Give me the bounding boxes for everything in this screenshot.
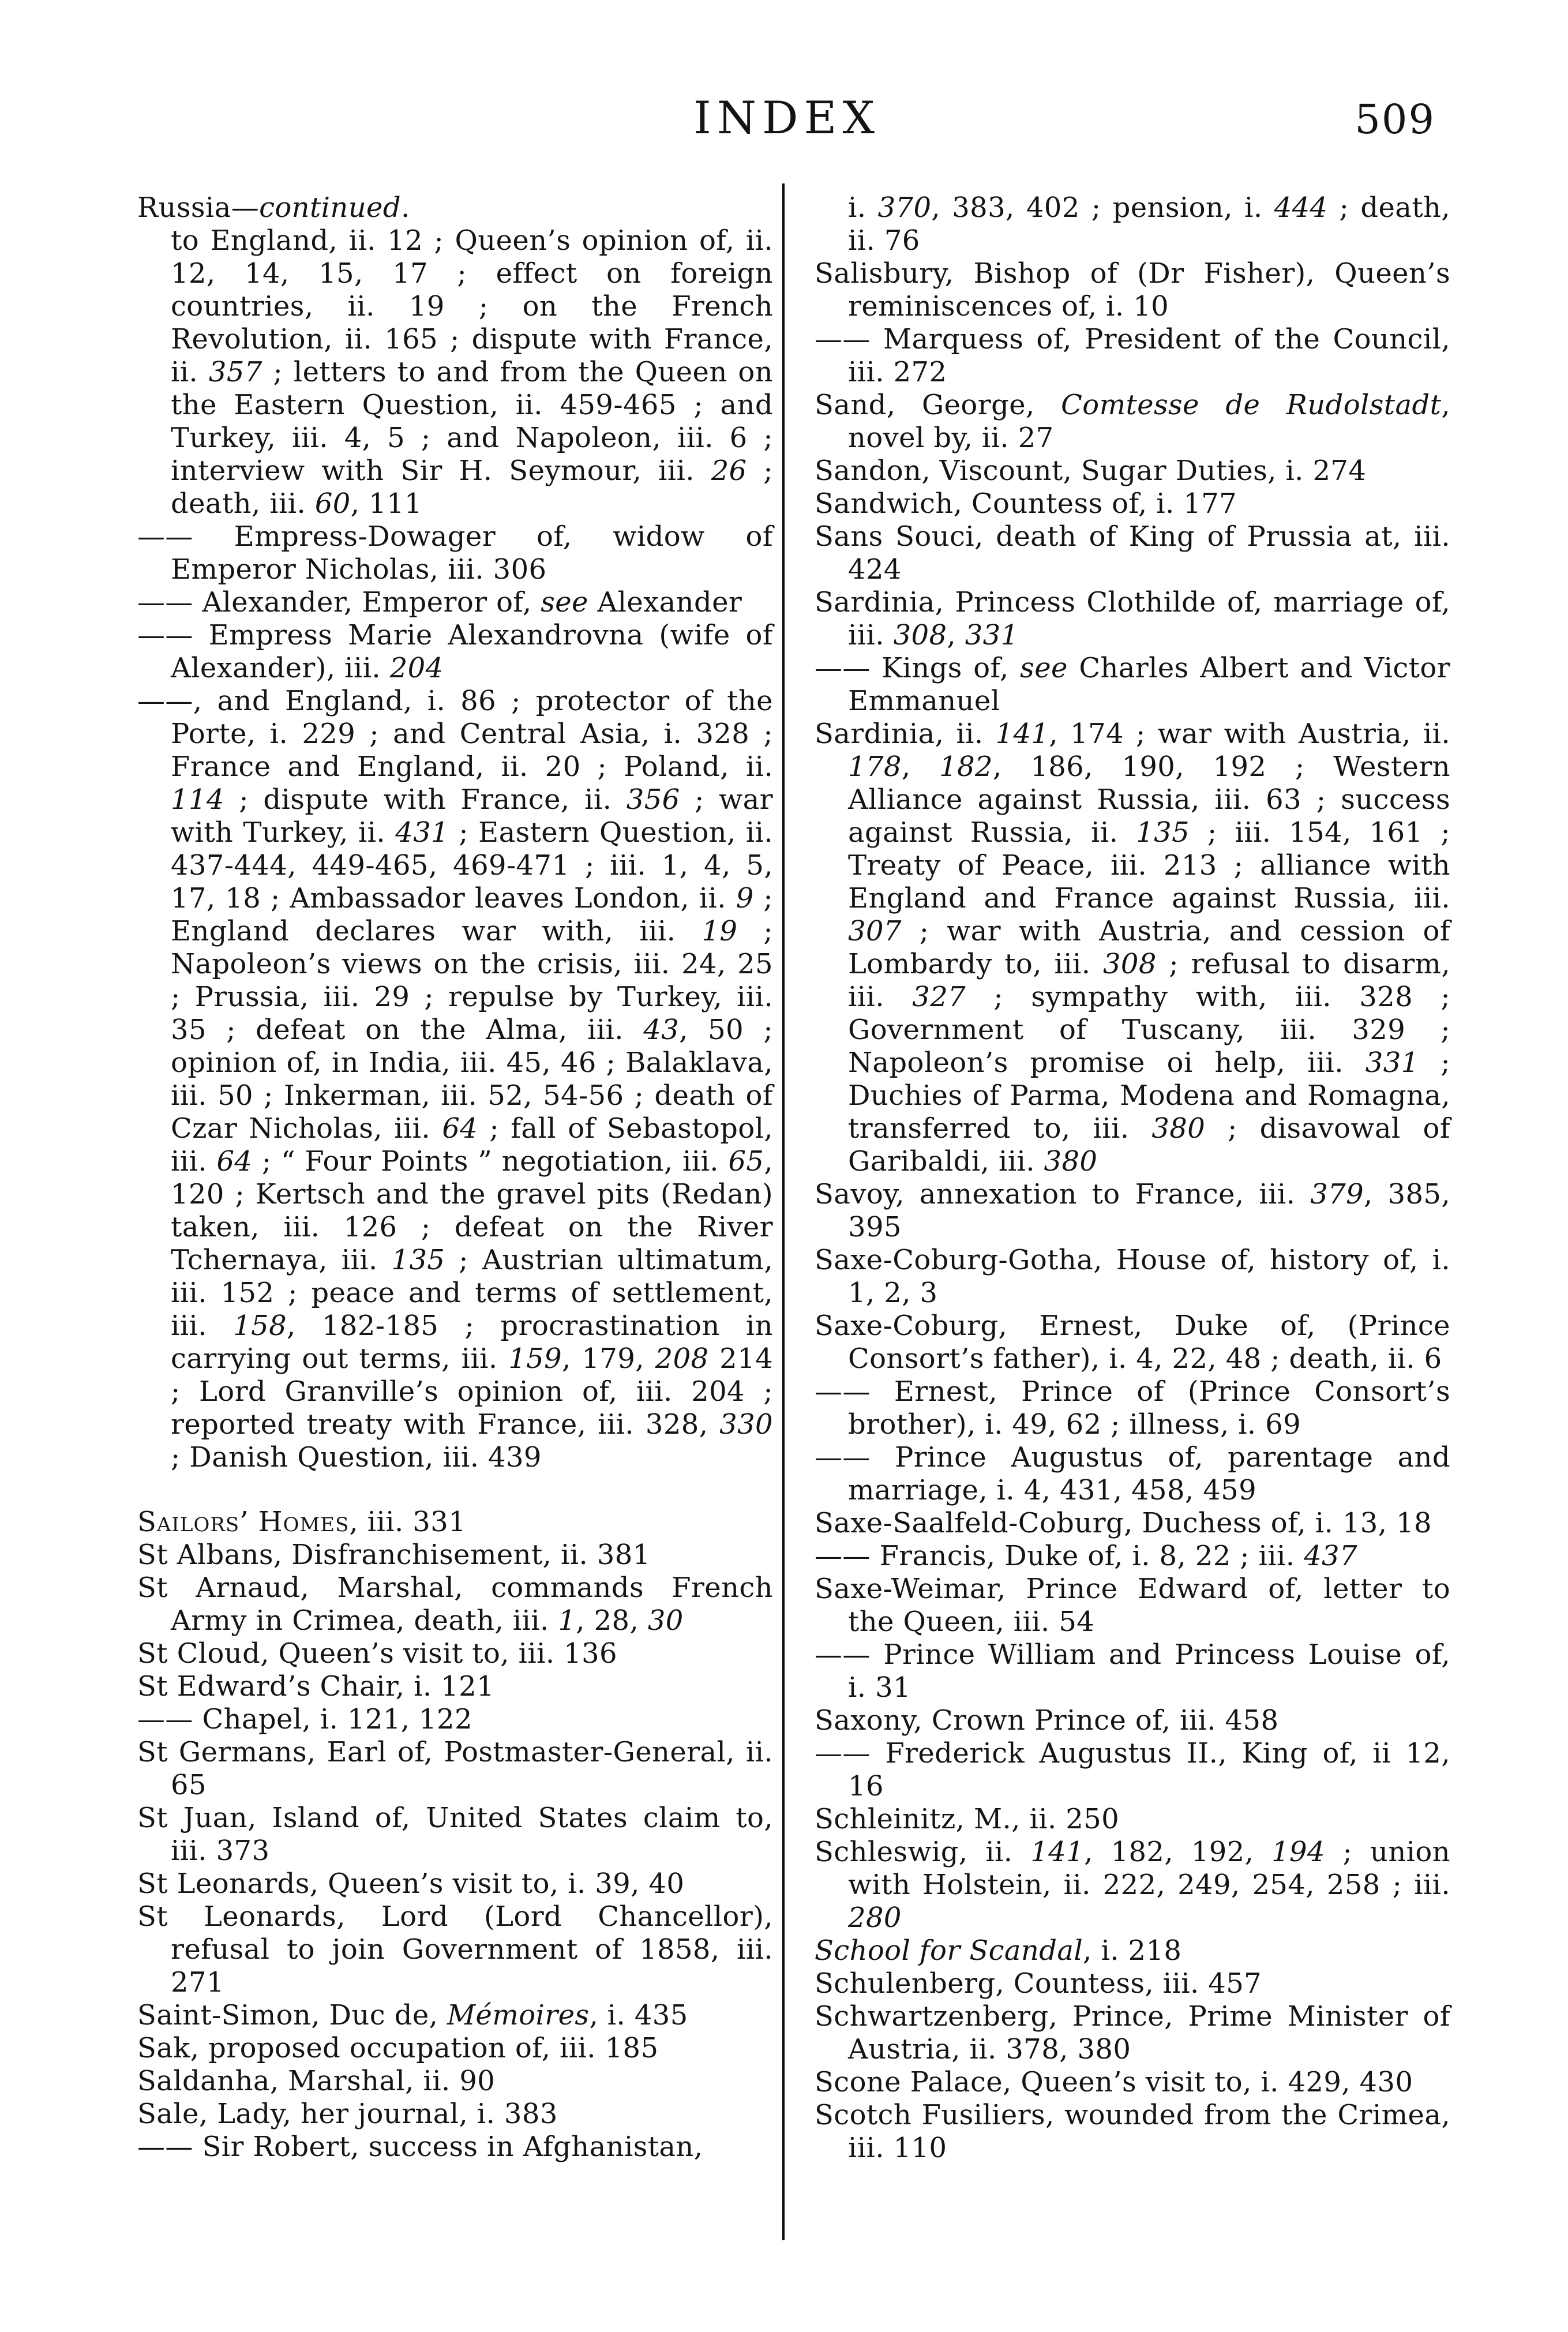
index-entry: —— Empress Marie Alexandrovna (wife of Alexander), iii. 204	[137, 619, 773, 684]
index-entry: St Juan, Island of, United States claim to, iii. 373	[137, 1802, 773, 1867]
index-entry: St Leonards, Queen’s visit to, i. 39, 40	[137, 1868, 685, 1900]
index-entry: —— Ernest, Prince of (Prince Consort’s brother), i. 49, 62 ; illness, i. 69	[815, 1375, 1450, 1441]
index-entry: —— Alexander, Emperor of, see Alexander	[137, 586, 742, 618]
index-entry: Saxe-Coburg-Gotha, House of, history of, i. 1, 2, 3	[815, 1244, 1450, 1309]
index-entry: St Leonards, Lord (Lord Chancellor), refusal to join Government of 1858, iii. 271	[137, 1900, 773, 1999]
index-entry: Sak, proposed occupation of, iii. 185	[137, 2032, 659, 2064]
index-entry: Saxe-Coburg, Ernest, Duke of, (Prince Consort’s father), i. 4, 22, 48 ; death, ii. 6	[815, 1310, 1450, 1375]
index-entry: St Cloud, Queen’s visit to, iii. 136	[137, 1637, 617, 1670]
index-entry: Schwartzenberg, Prince, Prime Minister of Austria, ii. 378, 380	[815, 2000, 1450, 2065]
index-entry: —— Kings of, see Charles Albert and Victor Emmanuel	[815, 652, 1451, 717]
column-divider-rule	[782, 183, 785, 2240]
index-entry: Sandwich, Countess of, i. 177	[815, 488, 1237, 520]
index-entry: Schleswig, ii. 141, 182, 192, 194 ; union with Holstein, ii. 222, 249, 254, 258 ; iii. 280	[815, 1836, 1450, 1934]
index-entry: St Albans, Disfranchisement, ii. 381	[137, 1539, 651, 1571]
index-entry: Saxe-Weimar, Prince Edward of, letter to the Queen, iii. 54	[815, 1573, 1450, 1638]
index-entry: Sardinia, Princess Clothilde of, marriage of, iii. 308, 331	[815, 586, 1450, 651]
index-entry: St Arnaud, Marshal, commands French Army in Crimea, death, iii. 1, 28, 30	[137, 1572, 773, 1637]
index-entry: Schleinitz, M., ii. 250	[815, 1803, 1120, 1835]
index-entry: Savoy, annexation to France, iii. 379, 385, 395	[815, 1178, 1450, 1243]
index-entry: Saldanha, Marshal, ii. 90	[137, 2065, 496, 2097]
index-entry: Sailors’ Homes, iii. 331	[137, 1506, 467, 1538]
index-entry: —— Chapel, i. 121, 122	[137, 1703, 472, 1735]
index-entry: St Germans, Earl of, Postmaster-General, ii. 65	[137, 1736, 773, 1801]
index-entry: School for Scandal, i. 218	[815, 1934, 1182, 1967]
index-entry: Sandon, Viscount, Sugar Duties, i. 274	[815, 455, 1367, 487]
index-entry: Sardinia, ii. 141, 174 ; war with Austria, ii. 178, 182, 186, 190, 192 ; Western Alliance against Russia, iii. 63 ; success against Russia, ii. 135 ; iii. 154, 161 ; Treaty of Peace, iii. 213 ; alliance with England and France against Russia, iii. 307 ; war with Austria, and cession of Lombardy to, iii. 308 ; refusal to disarm, iii. 327 ; sympathy with, iii. 328 ; Government of Tuscany, iii. 329 ; Napoleon’s promise oi help, iii. 331 ; Duchies of Parma, Modena and Romagna, transferred to, iii. 380 ; disavowal of Garibaldi, iii. 380	[815, 718, 1450, 1178]
index-entry: Sans Souci, death of King of Prussia at, iii. 424	[815, 520, 1450, 586]
index-entry: Sand, George, Comtesse de Rudolstadt, novel by, ii. 27	[815, 389, 1450, 454]
index-entry: Scone Palace, Queen’s visit to, i. 429, 430	[815, 2066, 1413, 2098]
index-entry: —— Prince Augustus of, parentage and marriage, i. 4, 431, 458, 459	[815, 1441, 1450, 1506]
index-entry: —— Sir Robert, success in Afghanistan,	[137, 2131, 703, 2163]
page-title: INDEX	[693, 92, 881, 144]
index-entry: St Edward’s Chair, i. 121	[137, 1670, 494, 1703]
index-entry: Saxe-Saalfeld-Coburg, Duchess of, i. 13, 18	[815, 1507, 1432, 1539]
index-entry: Russia—continued.	[137, 192, 410, 224]
index-entry: —— Prince William and Princess Louise of, i. 31	[815, 1639, 1450, 1704]
index-entry: i. 370, 383, 402 ; pension, i. 444 ; death, ii. 76	[848, 192, 1450, 257]
index-entry: —— Marquess of, President of the Council, iii. 272	[815, 323, 1450, 388]
index-entry: to England, ii. 12 ; Queen’s opinion of, ii. 12, 14, 15, 17 ; effect on foreign countries, ii. 19 ; on the French Revolution, ii. 165 ; dispute with France, ii. 357 ; letters to and from the Queen on the Eastern Question, ii. 459-465 ; and Turkey, iii. 4, 5 ; and Napoleon, iii. 6 ; interview with Sir H. Seymour, iii. 26 ; death, iii. 60, 111	[171, 224, 774, 520]
index-entry: Saint-Simon, Duc de, Mémoires, i. 435	[137, 1999, 688, 2031]
index-column-right	[815, 192, 1450, 2165]
index-entry: —— Frederick Augustus II., King of, ii 12, 16	[815, 1737, 1450, 1802]
index-entry: —— Francis, Duke of, i. 8, 22 ; iii. 437	[815, 1540, 1357, 1572]
index-column-left	[137, 192, 773, 2164]
index-entry: —— Empress-Dowager of, widow of Emperor Nicholas, iii. 306	[137, 520, 773, 586]
index-entry: Scotch Fusiliers, wounded from the Crimea, iii. 110	[815, 2099, 1450, 2164]
index-entry: ——, and England, i. 86 ; protector of the Porte, i. 229 ; and Central Asia, i. 328 ; France and England, ii. 20 ; Poland, ii. 114 ; dispute with France, ii. 356 ; war with Turkey, ii. 431 ; Eastern Question, ii. 437-444, 449-465, 469-471 ; iii. 1, 4, 5, 17, 18 ; Ambassador leaves London, ii. 9 ; England declares war with, iii. 19 ; Napoleon’s views on the crisis, iii. 24, 25 ; Prussia, iii. 29 ; repulse by Turkey, iii. 35 ; defeat on the Alma, iii. 43, 50 ; opinion of, in India, iii. 45, 46 ; Balaklava, iii. 50 ; Inkerman, iii. 52, 54-56 ; death of Czar Nicholas, iii. 64 ; fall of Sebastopol, iii. 64 ; “ Four Points ” negotiation, iii. 65, 120 ; Kertsch and the gravel pits (Redan) taken, iii. 126 ; defeat on the River Tchernaya, iii. 135 ; Austrian ultimatum, iii. 152 ; peace and terms of settlement, iii. 158, 182-185 ; procrastination in carrying out terms, iii. 159, 179, 208 214 ; Lord Granville’s opinion of, iii. 204 ; reported treaty with France, iii. 328, 330 ; Danish Question, iii. 439	[137, 685, 774, 1474]
index-entry: Schulenberg, Countess, iii. 457	[815, 1967, 1262, 2000]
page-number: 509	[1355, 96, 1435, 143]
index-entry: Saxony, Crown Prince of, iii. 458	[815, 1704, 1279, 1737]
index-entry: Sale, Lady, her journal, i. 383	[137, 2098, 558, 2130]
index-entry: Salisbury, Bishop of (Dr Fisher), Queen’s reminiscences of, i. 10	[815, 257, 1450, 323]
